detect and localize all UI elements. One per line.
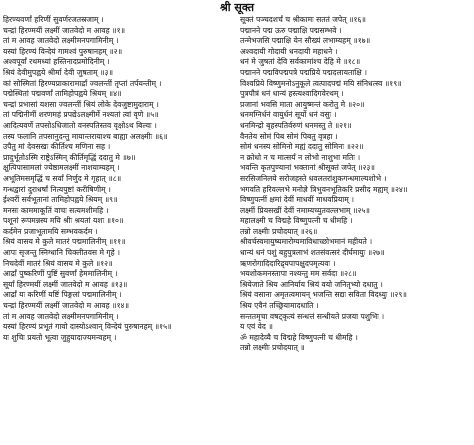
verse-line: सूर्यां हिरण्मयीं लक्ष्मीं जातवेदो म आवह ॥१३॥ — [3, 279, 128, 289]
verse-line: उपैतु मां देवसखः कीर्तिश्च मणिना सह । — [3, 142, 111, 152]
verse-line: आदित्यवर्णे तपसोऽधिजातो वनस्पतिस्तव वृक्षोऽथ बिल्वः । — [3, 120, 157, 130]
verse-line: सोमं धनस्य सोमिनो मह्यं ददातु सोमिनः ॥२२॥ — [240, 142, 364, 152]
verse-line: तस्य फलानि तपसानुदन्तु मायान्तरायाश्च बाह्या अलक्ष्मीः ॥६॥ — [3, 131, 168, 141]
verse-line: विष्णुपत्नीं क्षमां देवीं माधवीं माधवप्रियाम् । — [240, 195, 355, 205]
verse-line: आर्द्रां पुष्करिणीं पुष्टिं सुवर्णां हेममालिनीम् । — [3, 269, 118, 279]
verse-line: धनं मे जुषतां देवि सर्वकामांश्च देहि मे ॥१८॥ — [240, 57, 361, 67]
verse-line: श्रीवर्चस्वमायुष्यमारोग्यमाविधाच्छोभमानं महीयते । — [240, 237, 373, 247]
verse-line: क्षुत्पिपासामलां ज्येष्ठामलक्ष्मीं नाशयाम्यहम् । — [3, 163, 120, 173]
verse-line: आपः सृजन्तु स्निग्धानि चिक्लीतवस मे गृहे । — [3, 248, 121, 258]
verse-line: तां म आवह जातवेदो लक्ष्मीमनपगामिनीम् । — [3, 36, 119, 46]
verse-line: वैनतेय सोमं पिब सोमं पिबतु वृत्रहा । — [240, 131, 338, 141]
verse-line: तन्नो लक्ष्मीः प्रचोदयात् ॥ — [240, 343, 305, 353]
verse-line: यस्यां हिरण्यं प्रभूतं गावो दास्योऽश्वान् विन्देयं पुरुषानहम् ॥१५॥ — [3, 322, 172, 332]
verse-line: यस्यां हिरण्यं विन्देयं गामश्वं पुरुषानहम् ॥२॥ — [3, 46, 123, 56]
verse-line: तां पद्मिनीमीं शरणमहं प्रपद्येऽलक्ष्मीर्मे नश्यतां त्वां वृणे ॥५॥ — [3, 110, 159, 120]
verse-line: हिरण्यवर्णां हरिणीं सुवर्णरजतस्रजाम् । — [3, 15, 104, 24]
verse-line: श्रियं देवीमुपह्वये श्रीर्मा देवी जुषताम् ॥३॥ — [3, 67, 114, 77]
verse-line: तां म आवह जातवेदो लक्ष्मीमनपगामिनीम् । — [3, 311, 119, 321]
verse-line: धान्यं धनं पशुं बहुपुत्रलाभं शतसंवत्सरं दीर्घमायुः ॥२७॥ — [240, 248, 385, 258]
verse-line: श्रियं वासय मे कुले मातरं पद्ममालिनीम् ॥११॥ — [3, 237, 126, 247]
verse-line: तन्नो लक्ष्मीः प्रचोदयात् ॥२६॥ — [240, 226, 318, 236]
verse-line: तन्मेभजसि पद्माक्षि येन सौख्यं लभाम्यहम् ॥१७॥ — [240, 36, 371, 46]
verse-line: पद्मानने पद्म ऊरु पद्माक्षि पद्मसम्भवे । — [240, 25, 342, 35]
verse-line: ऋणरोगादिदारिद्र्यपापक्षुदपमृत्यवः । — [240, 258, 336, 268]
verse-line: सन्ततमृचा वषट्कृत्यं सन्धत्तं सन्धीयते प्रजया पशुभिः । — [240, 311, 385, 321]
verse-line: प्रादुर्भूतोऽस्मि राष्ट्रेऽस्मिन् कीर्तिमृद्धिं ददातु मे ॥७॥ — [3, 152, 136, 162]
verse-line: श्रिय एवैनं तच्छ्रियामादधाति । — [240, 301, 319, 311]
verse-line: धनमग्निर्धनं वायुर्धनं सूर्यो धनं वसुः । — [240, 110, 337, 120]
verse-line: यः शुचिः प्रयतो भूत्वा जुहुयादाज्यमन्वहम् । — [3, 332, 117, 342]
verse-line: भयशोकमनस्तापा नश्यन्तु मम सर्वदा ॥२८॥ — [240, 269, 357, 279]
verse-line: ईश्वरीं सर्वभूतानां तामिहोपह्वये श्रियम् ॥९॥ — [3, 195, 118, 205]
verse-line: महालक्ष्मी च विद्महे विष्णुपत्नी च धीमहि । — [240, 216, 353, 226]
verse-line: सूक्तं पञ्चदशर्चं च श्रीकामः सततं जपेत् ॥१६॥ — [240, 15, 366, 24]
verse-line: निचदेवीं मातरं श्रियं वासय मे कुले ॥१२॥ — [3, 258, 113, 268]
verse-line: अश्वदायी गोदायी धनदायी महाधने । — [240, 46, 338, 56]
verse-line: मनसः काममाकूतिं वाचः सत्यमशीमहि । — [3, 205, 109, 215]
verse-line: प्रजानां भवसि माता आयुष्मन्तं करोतु मे ॥२०॥ — [240, 99, 365, 109]
right-column — [240, 15, 472, 354]
verse-line: भगवति हरिवल्लभे मनोज्ञे त्रिभुवनभूतिकरि प्रसीद मह्यम् ॥२४॥ — [240, 184, 408, 194]
verse-line: श्रियं वसाना अमृतत्वमायन् भजन्ति सद्यः सविता विदध्युः ॥२९॥ — [240, 290, 407, 300]
verse-line: ॐ महादेव्यै च विद्महे विष्णुपत्नी च धीमहि । — [240, 332, 358, 342]
verse-line: चन्द्रां हिरण्मयीं लक्ष्मीं जातवेदो म आवह ॥१४॥ — [3, 301, 130, 311]
verse-line: य एवं वेद ॥ — [240, 322, 273, 332]
verse-line: विश्वप्रिये विष्णुमनोऽनुकूले त्वत्पादपद्मं मयि संनिधत्स्व ॥१९॥ — [240, 78, 402, 88]
verse-line: कां सोस्मितां हिरण्यप्राकारामार्द्रां ज्वलन्तीं तृप्तां तर्पयन्तीम् । — [3, 78, 162, 88]
verse-line: लक्ष्मीं प्रियसखीं देवीं नमाम्यच्युतवल्लभाम् ॥२५॥ — [240, 205, 370, 215]
verse-line: धनमिन्द्रो बृहस्पतिर्वरुणं धनमस्तु ते ॥२१॥ — [240, 120, 352, 130]
verse-line: न क्रोधो न च मात्सर्यं न लोभो नाशुभा मतिः । — [240, 152, 361, 162]
verse-line: सरसिजनिलये सरोजहस्ते धवलतरांशुकगन्धमाल्यशोभे । — [240, 173, 387, 183]
left-column — [3, 15, 235, 343]
verse-line: चन्द्रां प्रभासां यशसा ज्वलन्तीं श्रियं लोके देवजुष्टामुदाराम् । — [3, 99, 159, 109]
verse-line: श्रियेजाते श्रिय आनिर्याय श्रियं वयो जनितृभ्यो दधातु । — [240, 279, 383, 289]
page-title: श्री सूक्त — [219, 1, 255, 14]
verse-line: कर्दमेन प्रजाभूतामयि सम्भवकर्दम । — [3, 226, 98, 236]
verse-line: पशूनां रूपमन्नस्य मयि श्रीः श्रयतां यशः ॥१०॥ — [3, 216, 124, 226]
verse-line: पुत्रपौत्रं धनं धान्यं हस्त्यश्वादिगवेरथम् । — [240, 89, 344, 99]
verse-line: आर्द्रां यः करिणीं यष्टिं पिङ्गलां पद्ममालिनीम् । — [3, 290, 122, 300]
verse-line: चन्द्रां हिरण्मयीं लक्ष्मीं जातवेदो म आवह ॥१॥ — [3, 25, 126, 35]
verse-line: अभूतिमसमृद्धिं च सर्वां निर्णुद मे गृहात् ॥८॥ — [3, 173, 122, 183]
verse-line: अश्वपूर्वां रथमध्यां हस्तिनादप्रमोदिनीम् । — [3, 57, 110, 67]
verse-line: भवन्ति कृतपुण्यानां भक्तानां श्रीसूक्तं जपेत् ॥२३॥ — [240, 163, 375, 173]
verse-line: गन्धद्वारां दुराधर्षां नित्यपुष्टां करीषिणीम् । — [3, 184, 111, 194]
verse-line: पद्मेस्थितां पद्मवर्णां तामिहोपह्वये श्रियम् ॥४॥ — [3, 89, 122, 99]
verse-line: पद्मानने पद्मविपद्मपत्रे पद्मप्रिये पद्मदलायताक्षि । — [240, 67, 367, 77]
